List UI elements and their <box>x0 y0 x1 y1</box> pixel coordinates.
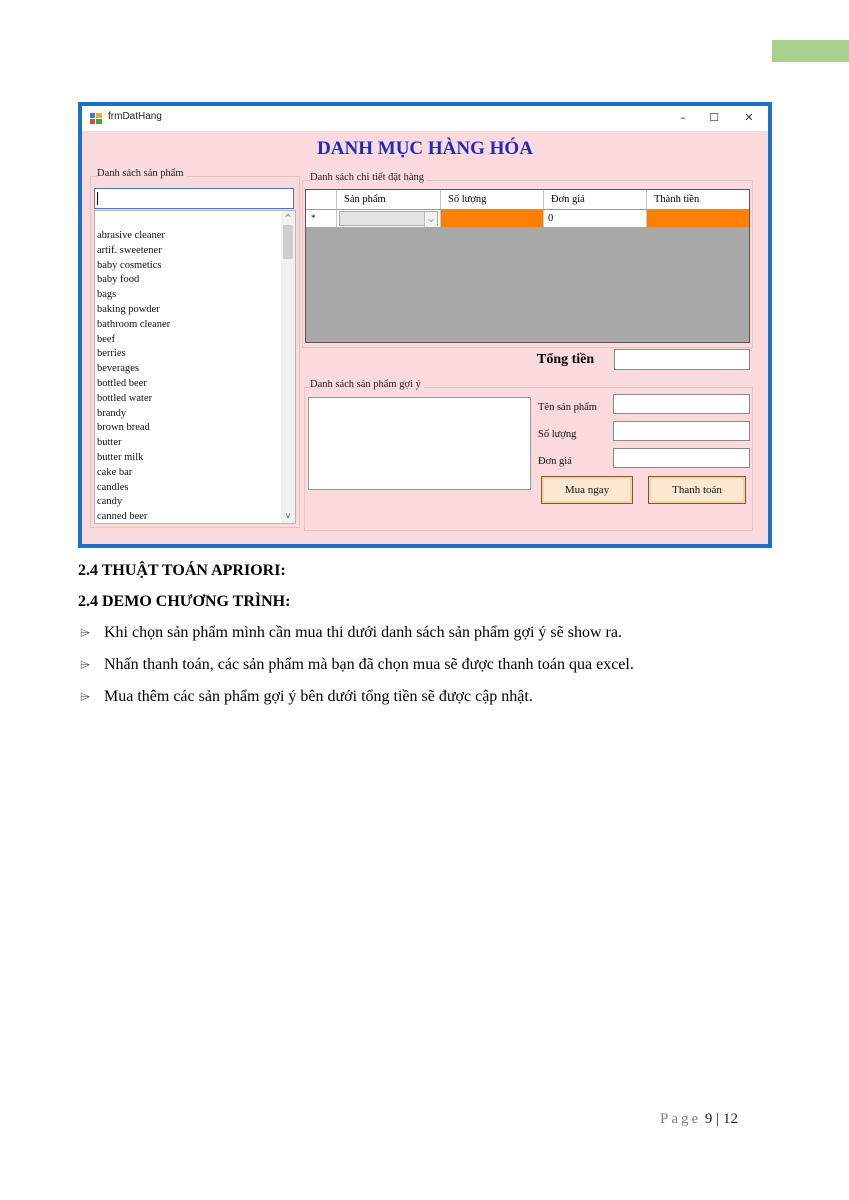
maximize-button[interactable]: ☐ <box>709 111 719 124</box>
bullet-item <box>80 656 634 674</box>
bullet-arrow-icon: ⌲ <box>80 626 91 641</box>
footer-page-number: 9 <box>704 1111 713 1127</box>
new-row-marker: * <box>306 210 337 227</box>
window-title: frmDatHang <box>108 111 162 122</box>
unit-price-cell[interactable]: 0 <box>544 210 647 227</box>
list-item[interactable]: butter milk <box>97 451 144 463</box>
footer-separator: | <box>716 1111 720 1127</box>
bullet-text: Mua thêm các sản phẩm gợi ý bên dưới tổng tiền sẽ được cập nhật. <box>104 688 533 705</box>
scroll-thumb[interactable] <box>283 225 293 259</box>
quantity-label: Số lượng <box>538 429 577 440</box>
minimize-button[interactable]: – <box>680 111 686 124</box>
title-bar <box>82 106 768 131</box>
heading-apriori: 2.4 THUẬT TOÁN APRIORI: <box>78 562 286 579</box>
text-caret <box>97 192 98 205</box>
bullet-item <box>80 688 533 706</box>
grid-new-row[interactable] <box>306 210 749 227</box>
order-details-label: Danh sách chi tiết đặt hàng <box>310 172 427 183</box>
list-item[interactable]: bottled water <box>97 392 153 404</box>
list-item[interactable]: beverages <box>97 363 139 375</box>
list-item[interactable]: berries <box>97 348 126 360</box>
bullet-arrow-icon: ⌲ <box>80 658 91 673</box>
column-header-amount[interactable]: Thành tiền <box>654 194 700 205</box>
list-item[interactable]: canned beer <box>97 511 148 523</box>
unit-price-label: Đơn giá <box>538 456 572 467</box>
list-item[interactable]: baking powder <box>97 303 160 315</box>
app-icon <box>90 113 102 124</box>
bullet-text: Khi chọn sản phẩm mình cần mua thi dưới danh sách sản phẩm gợi ý sẽ show ra. <box>104 624 622 641</box>
quantity-input[interactable] <box>613 421 750 441</box>
list-item[interactable]: baby food <box>97 274 140 286</box>
product-cell[interactable] <box>337 210 441 227</box>
product-list-scrollbar[interactable] <box>281 211 295 523</box>
corner-decoration <box>772 40 849 62</box>
form-body <box>82 106 768 544</box>
buy-now-button[interactable]: Mua ngay <box>541 476 633 504</box>
suggestions-listbox[interactable] <box>308 397 531 490</box>
list-item[interactable]: bottled beer <box>97 377 147 389</box>
product-name-input[interactable] <box>613 394 750 414</box>
grid-row-header-corner <box>306 190 337 209</box>
scroll-down-icon[interactable]: v <box>285 511 291 520</box>
heading-demo: 2.4 DEMO CHƯƠNG TRÌNH: <box>78 593 291 610</box>
list-item[interactable]: brown bread <box>97 422 150 434</box>
product-listbox[interactable] <box>94 210 296 524</box>
list-item[interactable]: cake bar <box>97 466 133 478</box>
product-name-label: Tên sản phẩm <box>538 402 597 413</box>
chevron-down-icon[interactable]: ⌵ <box>424 212 437 227</box>
page-footer <box>660 1111 738 1128</box>
close-button[interactable]: ✕ <box>744 111 754 124</box>
total-input[interactable] <box>614 349 750 370</box>
checkout-button[interactable]: Thanh toán <box>648 476 746 504</box>
list-item[interactable]: artif. sweetener <box>97 244 162 256</box>
list-item[interactable]: bathroom cleaner <box>97 318 171 330</box>
bullet-item <box>80 624 622 642</box>
list-item[interactable]: beef <box>97 333 116 345</box>
list-item[interactable]: abrasive cleaner <box>97 230 165 241</box>
suggestions-label: Danh sách sản phẩm gợi ý <box>310 379 424 390</box>
column-header-quantity[interactable]: Số lượng <box>441 190 544 209</box>
bullet-text: Nhấn thanh toán, các sản phẩm mà bạn đã chọn mua sẽ được thanh toán qua excel. <box>104 656 634 673</box>
scroll-up-icon[interactable]: ^ <box>284 213 292 222</box>
footer-page-word: Page <box>660 1111 702 1127</box>
footer-total-pages: 12 <box>722 1111 738 1127</box>
form-title: DANH MỤC HÀNG HÓA <box>317 138 533 159</box>
product-combobox[interactable] <box>339 211 438 226</box>
product-list-items <box>97 229 277 524</box>
list-item[interactable]: baby cosmetics <box>97 259 162 271</box>
list-item[interactable]: brandy <box>97 407 127 419</box>
list-item[interactable]: butter <box>97 437 122 449</box>
app-window <box>78 102 772 548</box>
bullet-arrow-icon: ⌲ <box>80 690 91 705</box>
list-item[interactable]: candles <box>97 481 129 493</box>
list-item[interactable]: candy <box>97 496 123 508</box>
product-list-label: Danh sách sản phẩm <box>97 168 187 179</box>
grid-header <box>306 190 749 210</box>
list-item[interactable]: bags <box>97 289 117 301</box>
column-header-unit-price[interactable]: Đơn giá <box>544 190 647 209</box>
column-header-product[interactable]: Sản phẩm <box>337 190 441 209</box>
total-label: Tổng tiền <box>537 352 595 367</box>
product-search-input[interactable] <box>94 188 294 209</box>
amount-cell[interactable] <box>647 210 749 227</box>
unit-price-input[interactable] <box>613 448 750 468</box>
order-details-grid[interactable] <box>305 189 750 343</box>
quantity-cell[interactable] <box>441 210 544 227</box>
